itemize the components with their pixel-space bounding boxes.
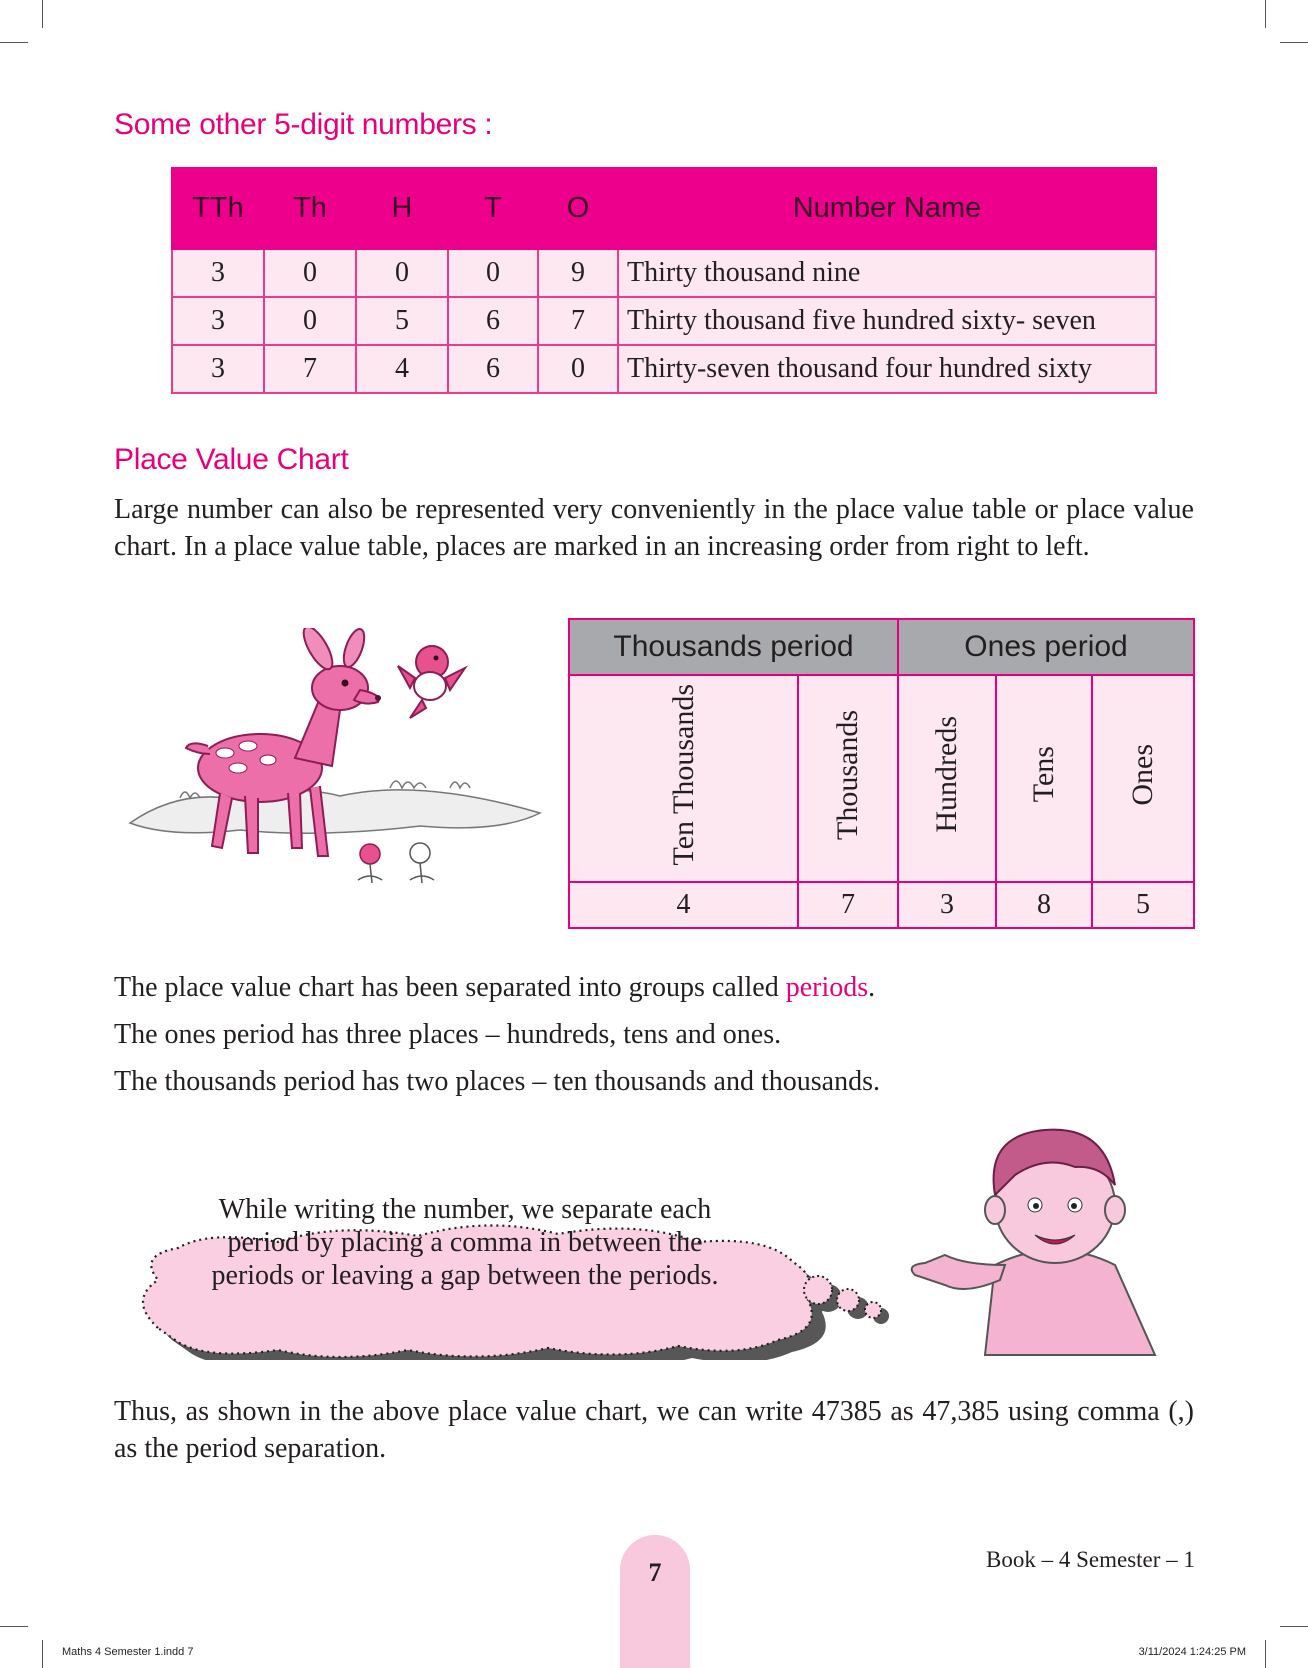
cloud-bubble (837, 1289, 859, 1311)
crop-mark (1280, 42, 1308, 43)
explanation-line (114, 964, 1194, 1011)
boy-arm (912, 1255, 1005, 1289)
header-number-name: Number Name (618, 168, 1156, 249)
header-t: T (448, 168, 538, 249)
intro-text: Large number can also be represented very conveniently in the place value table or place value chart. In a place value table, places are marked in an increasing order from right to left. (114, 494, 1194, 562)
boy-shirt (985, 1250, 1155, 1355)
cell-digit: 3 (172, 249, 264, 297)
table-row (172, 249, 1156, 297)
cell-value: 3 (898, 882, 996, 928)
crop-mark (1265, 0, 1266, 28)
cell-digit: 0 (538, 345, 618, 393)
cell-number-name: Thirty thousand five hundred sixty- seven (618, 297, 1156, 345)
periods-term: periods (785, 972, 869, 1003)
explanation-block (114, 964, 1194, 1105)
place-label: Thousands (831, 709, 864, 840)
cell-digit: 0 (448, 249, 538, 297)
crop-mark (0, 1626, 28, 1627)
cell-digit: 0 (264, 249, 356, 297)
cell-digit: 0 (356, 249, 448, 297)
boy-illustration (905, 1105, 1205, 1365)
cell-value: 7 (798, 882, 898, 928)
cell-value: 4 (569, 882, 798, 928)
section-heading-place-value-chart: Place Value Chart (114, 443, 349, 476)
five-digit-numbers-table (171, 167, 1157, 394)
explanation-text: The place value chart has been separated into groups called (114, 972, 786, 1003)
cell-digit: 7 (264, 345, 356, 393)
place-values-row (569, 882, 1194, 928)
cell-place-thousands (798, 675, 898, 882)
cell-place-hundreds (898, 675, 996, 882)
cell-digit: 6 (448, 345, 538, 393)
period-header-row (569, 619, 1194, 675)
slug-date: 3/11/2024 1:24:25 PM (1138, 1646, 1246, 1658)
header-h: H (356, 168, 448, 249)
header-thousands-period: Thousands period (569, 619, 898, 675)
cell-digit: 6 (448, 297, 538, 345)
cell-digit: 7 (538, 297, 618, 345)
explanation-text: . (868, 972, 876, 1003)
place-label: Ones (1126, 743, 1160, 806)
conclusion-text: Thus, as shown in the above place value chart, we can write 47385 as 47,385 using comma (,) as the period separation. (114, 1396, 1194, 1464)
cloud-line: While writing the number, we separate each (218, 1194, 712, 1225)
cell-number-name: Thirty thousand nine (618, 249, 1156, 297)
header-tth: TTh (172, 168, 264, 249)
conclusion-paragraph (114, 1393, 1194, 1467)
place-label: Tens (1027, 746, 1061, 803)
table-row (172, 345, 1156, 393)
header-o: O (538, 168, 618, 249)
intro-paragraph (114, 491, 1194, 565)
book-semester-label: Book – 4 Semester – 1 (986, 1547, 1195, 1572)
cell-number-name: Thirty-seven thousand four hundred sixty (618, 345, 1156, 393)
crop-mark (1280, 1626, 1308, 1627)
cell-place-ten-thousands (569, 675, 798, 882)
cell-place-ones (1092, 675, 1194, 882)
cloud-line: period by placing a comma in between the (227, 1227, 703, 1258)
cell-digit: 4 (356, 345, 448, 393)
cell-digit: 3 (172, 297, 264, 345)
crop-mark (42, 1640, 43, 1668)
cell-digit: 3 (172, 345, 264, 393)
header-th: Th (264, 168, 356, 249)
crop-mark (1265, 1640, 1266, 1668)
cloud-bubble (804, 1276, 832, 1304)
cloud-line: periods or leaving a gap between the periods. (211, 1260, 719, 1291)
page-number: 7 (648, 1558, 662, 1587)
place-label: Hundreds (930, 716, 964, 833)
cell-digit: 9 (538, 249, 618, 297)
place-names-row (569, 675, 1194, 882)
header-ones-period: Ones period (898, 619, 1194, 675)
cell-value: 5 (1092, 882, 1194, 928)
explanation-line: The thousands period has two places – ten thousands and thousands. (114, 1066, 880, 1097)
place-value-chart-table (568, 618, 1195, 929)
cell-value: 8 (996, 882, 1092, 928)
cell-place-tens (996, 675, 1092, 882)
deer-bird-illustration (120, 628, 550, 893)
cell-digit: 5 (356, 297, 448, 345)
bird (398, 646, 465, 718)
flowers (358, 843, 434, 883)
crop-mark (0, 42, 28, 43)
table-row (172, 297, 1156, 345)
section-heading-5-digit: Some other 5-digit numbers : (114, 108, 493, 141)
slug-file: Maths 4 Semester 1.indd 7 (62, 1646, 194, 1658)
place-label: Ten Thousands (666, 683, 700, 866)
page-number-tab (620, 1535, 690, 1668)
crop-mark (42, 0, 43, 28)
table-header-row (172, 168, 1156, 249)
explanation-line: The ones period has three places – hundreds, tens and ones. (114, 1019, 782, 1050)
cloud-text (170, 1193, 760, 1292)
cell-digit: 0 (264, 297, 356, 345)
cloud-bubble (865, 1302, 881, 1318)
